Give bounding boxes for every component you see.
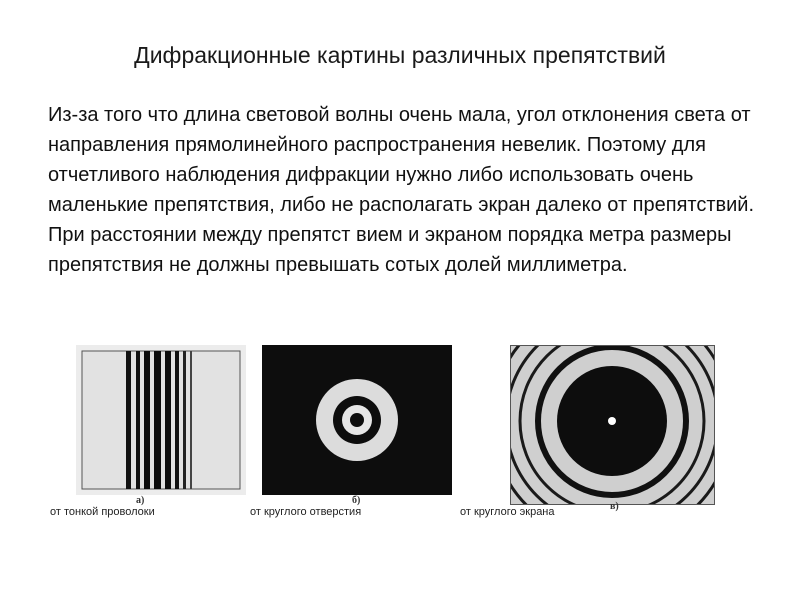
figure-thin-wire bbox=[76, 345, 246, 506]
figure-label-c: в) bbox=[610, 501, 619, 512]
caption-thin-wire: от тонкой проволоки bbox=[50, 506, 155, 518]
circular-screen-diffraction-pattern-icon bbox=[510, 345, 715, 505]
slit-diffraction-pattern-icon bbox=[76, 345, 246, 495]
figure-label-b: б) bbox=[352, 495, 361, 506]
slide-title: Дифракционные картины различных препятствий bbox=[134, 42, 666, 68]
slide-body-text: Из-за того что длина световой волны очень мала, угол отклонения света от направления прямолинейного распространения невелик. Поэтому для отчетливого наблюдения дифракции нужно либо использовать очень маленькие препятствия, либо не располагать экран далеко от препятствий. При расстоянии между препятст вием и экраном порядка метра размеры препятствия не должны превышать сотых долей миллиметра. bbox=[48, 104, 755, 276]
circular-aperture-diffraction-pattern-icon bbox=[262, 345, 452, 495]
caption-circular-screen: от круглого экрана bbox=[460, 506, 555, 518]
figure-circular-screen bbox=[510, 345, 715, 512]
figure-circular-hole bbox=[262, 345, 452, 506]
figure-captions bbox=[40, 504, 740, 520]
diffraction-figures bbox=[40, 345, 740, 525]
figure-label-a: а) bbox=[136, 495, 145, 506]
caption-circular-hole: от круглого отверстия bbox=[250, 506, 362, 518]
